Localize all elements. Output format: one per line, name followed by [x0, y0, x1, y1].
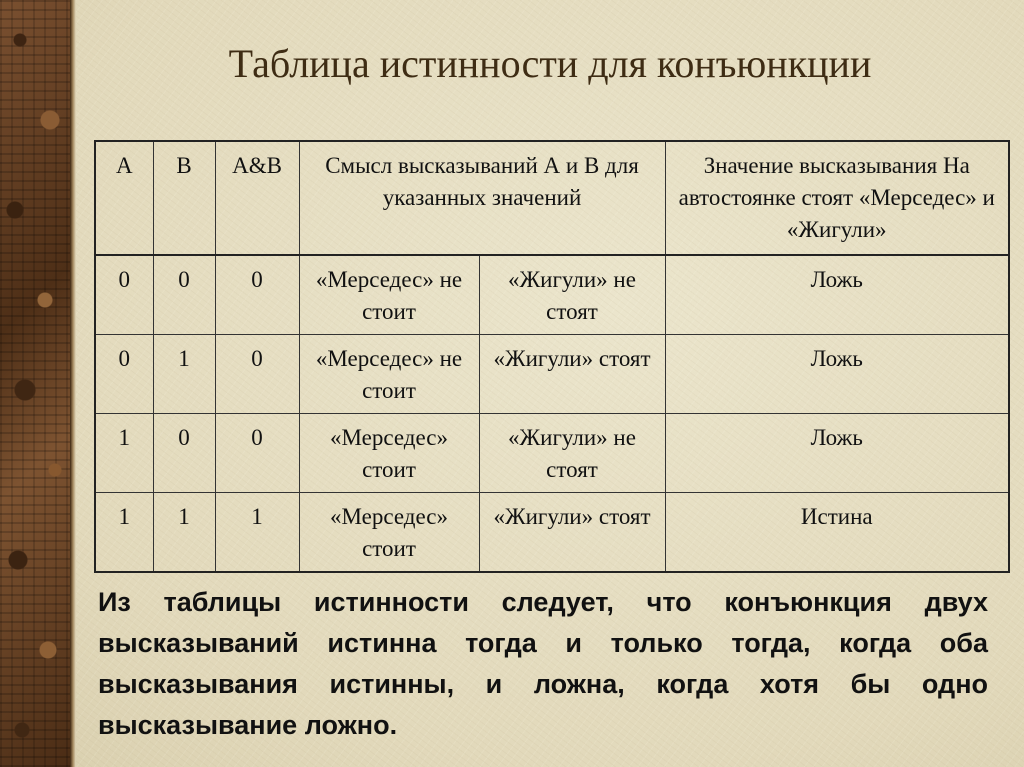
header-meaning: Смысл высказываний А и В для указанных значений	[299, 141, 665, 255]
cell-value: Истина	[665, 493, 1009, 573]
decorative-strip-border	[70, 0, 76, 767]
cell-mercedes: «Мерседес» стоит	[299, 493, 479, 573]
cell-mercedes: «Мерседес» не стоит	[299, 335, 479, 414]
header-value: Значение высказывания На автостоянке стоят «Мерседес» и «Жигули»	[665, 141, 1009, 255]
decorative-left-strip	[0, 0, 70, 767]
cell-a: 0	[95, 255, 153, 335]
table-row	[95, 335, 1009, 414]
cell-value: Ложь	[665, 414, 1009, 493]
cell-a-and-b: 0	[215, 255, 299, 335]
cell-zhiguli: «Жигули» не стоят	[479, 414, 665, 493]
truth-table	[94, 140, 1010, 573]
cell-b: 0	[153, 255, 215, 335]
cell-mercedes: «Мерседес» стоит	[299, 414, 479, 493]
table-header-row	[95, 141, 1009, 255]
cell-a-and-b: 0	[215, 414, 299, 493]
cell-a-and-b: 1	[215, 493, 299, 573]
cell-b: 1	[153, 335, 215, 414]
header-a: A	[95, 141, 153, 255]
conclusion-text: Из таблицы истинности следует, что конъюнкция двух высказываний истинна тогда и только тогда, когда оба высказывания истинны, и ложна, когда хотя бы одно высказывание ложно.	[98, 587, 988, 740]
cell-a: 0	[95, 335, 153, 414]
cell-a: 1	[95, 493, 153, 573]
header-a-and-b: A&B	[215, 141, 299, 255]
cell-b: 1	[153, 493, 215, 573]
cell-value: Ложь	[665, 335, 1009, 414]
cell-zhiguli: «Жигули» стоят	[479, 335, 665, 414]
header-b: B	[153, 141, 215, 255]
cell-mercedes: «Мерседес» не стоит	[299, 255, 479, 335]
cell-value: Ложь	[665, 255, 1009, 335]
table-row	[95, 414, 1009, 493]
cell-a-and-b: 0	[215, 335, 299, 414]
table-row	[95, 255, 1009, 335]
cell-a: 1	[95, 414, 153, 493]
cell-zhiguli: «Жигули» не стоят	[479, 255, 665, 335]
cell-b: 0	[153, 414, 215, 493]
slide-title: Таблица истинности для конъюнкции	[228, 41, 872, 86]
table-row	[95, 493, 1009, 573]
cell-zhiguli: «Жигули» стоят	[479, 493, 665, 573]
